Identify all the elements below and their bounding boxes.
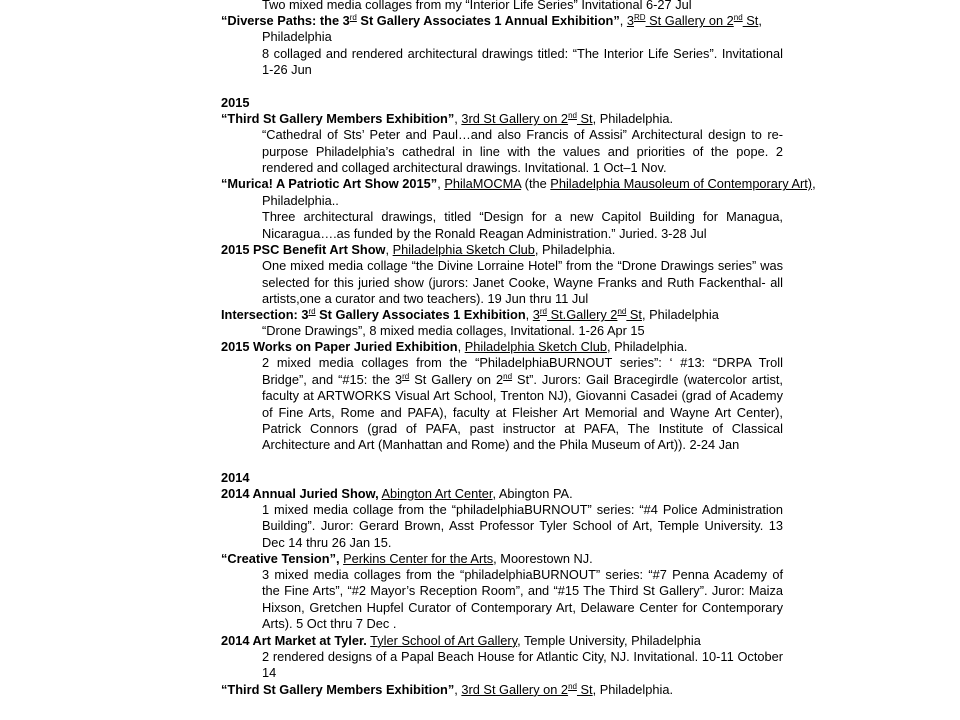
body-text: , (619, 13, 627, 28)
ordinal-suffix: rd (308, 307, 316, 317)
exhibition-title: 2015 PSC Benefit Art Show (221, 242, 386, 258)
body-text: St”. Jurors: Gail Bracegirdle (watercolor artist, faculty at ARTWORKS Visual Art School, Trenton NJ), Giovanni Casadei (grad of Academy of Fine Arts, Rome and PAFA), faculty at Fleisher Art Memorial and Wayne Art Center), Patrick Connors (grad of PAFA, past instructor at PAFA, The Institute of Classical Architecture and Art (Manhattan and Rome) and the Phila Museum of Art)). 2-24 Jan (262, 371, 783, 453)
body-text: St Gallery on 2 (409, 371, 504, 387)
exhibition-title: “Murica! A Patriotic Art Show 2015” (221, 176, 438, 192)
exhibition-title: St Gallery Associates 1 Annual Exhibition” (356, 13, 620, 28)
exhibition-title: “Diverse Paths: the 3 (221, 13, 350, 28)
body-text: , Philadelphia (642, 307, 719, 323)
body-text: , (454, 681, 462, 697)
exhibition-title: “Third St Gallery Members Exhibition” (221, 111, 455, 127)
venue-link[interactable]: 3 (532, 307, 540, 323)
ordinal-suffix: nd (568, 681, 577, 691)
exhibition-entry (221, 307, 824, 323)
exhibition-description (262, 502, 783, 551)
ordinal-suffix: rd (539, 307, 548, 317)
body-text: Two mixed media collages from my “Interior Life Series” Invitational 6-27 Jul (262, 0, 692, 12)
venue-link[interactable]: Tyler School of Art Gallery (370, 632, 518, 648)
exhibition-description (262, 355, 783, 453)
body-text: , Philadelphia. (534, 242, 616, 258)
body-text: “Drone Drawings”, 8 mixed media collages, Invitational. 1-26 Apr 15 (262, 323, 645, 339)
ordinal-suffix: nd (568, 111, 577, 121)
body-text: , Temple University, Philadelphia (517, 632, 701, 648)
venue-link[interactable]: 3 (626, 13, 634, 28)
ordinal-suffix: rd (349, 13, 357, 22)
exhibition-description (262, 127, 783, 176)
exhibition-description (262, 258, 783, 307)
venue-link[interactable]: St Gallery on 2 (645, 13, 734, 28)
exhibition-entry (221, 339, 824, 355)
exhibition-description (262, 0, 783, 13)
body-text: 2014 (221, 469, 250, 485)
body-text: , Philadelphia (262, 13, 762, 45)
body-text: 2 rendered designs of a Papal Beach House for Atlantic City, NJ. Invitational. 10-11 October 14 (262, 648, 783, 681)
body-text: One mixed media collage “the Divine Lorraine Hotel” from the “Drone Drawings series” was selected for this juried show (jurors: Janet Cooke, Wayne Franks and Ruth Fackenthal- all artists,one a curator and two teachers). 19 Jun thru 11 Jul (262, 258, 783, 307)
body-text: 3 mixed media collages from the “philadelphiaBURNOUT” series: “#7 Penna Academy of the Fine Arts”, “#2 Mayor’s Reception Room”, and “#15 The Third St Gallery”. Juror: Maiza Hixson, Gretchen Hupfel Curator of Contemporary Art, Delaware Center for Contemporary Arts). 5 Oct thru 7 Dec . (262, 566, 783, 632)
body-text: , (454, 111, 462, 127)
body-text: 1 mixed media collage from the “philadelphiaBURNOUT” series: “#4 Police Administration Building”. Juror: Gerard Brown, Asst Professor Tyler School of Art, Temple University. 13 Dec 14 thru 26 Jan 15. (262, 501, 783, 550)
body-text: 2 mixed media collages from the “PhiladelphiaBURNOUT series”: ‘ #13: “DRPA Troll Bridge”, and “#15: the 3 (262, 355, 783, 387)
exhibition-entry (221, 176, 824, 209)
exhibition-title: “Third St Gallery Members Exhibition” (221, 681, 455, 697)
exhibition-description (262, 46, 783, 79)
venue-link[interactable]: PhilaMOCMA (444, 176, 522, 192)
venue-link[interactable]: Abington Art Center (381, 485, 493, 501)
year-heading (221, 95, 783, 111)
exhibition-description (262, 649, 783, 682)
body-text: , Philadelphia. (592, 111, 674, 127)
exhibition-title: 2014 Annual Juried Show, (221, 485, 379, 501)
venue-link[interactable]: St (576, 111, 593, 127)
body-text: , Philadelphia.. (262, 176, 816, 208)
body-text: Three architectural drawings, titled “Design for a new Capitol Building for Managua, Nicaragua….as funded by the Ronald Reagan Administration.” Juried. 3-28 Jul (262, 209, 783, 241)
body-text: (the (521, 176, 551, 192)
ordinal-suffix: RD (634, 13, 646, 22)
exhibition-entry (221, 633, 824, 649)
exhibition-title: Intersection: 3 (221, 307, 309, 323)
body-text: , Philadelphia. (606, 339, 688, 355)
year-heading (221, 470, 783, 486)
body-text: , Abington PA. (492, 485, 573, 501)
exhibition-description (262, 209, 783, 242)
venue-link[interactable]: St (626, 307, 642, 323)
venue-link[interactable]: 3rd St Gallery on 2 (461, 111, 569, 127)
exhibition-entry (221, 111, 824, 127)
body-text: 8 collaged and rendered architectural drawings titled: “The Interior Life Series”. Invitational 1-26 Jun (262, 46, 783, 78)
body-text: , (525, 307, 533, 323)
exhibition-entry (221, 551, 824, 567)
body-text: , (457, 339, 465, 355)
venue-link[interactable]: St (576, 681, 593, 697)
ordinal-suffix: nd (503, 371, 513, 381)
venue-link[interactable]: Philadelphia Sketch Club (392, 242, 535, 258)
exhibition-description (262, 323, 783, 339)
body-text: , (437, 176, 445, 192)
exhibition-entry (221, 13, 824, 46)
body-text: , (385, 242, 393, 258)
body-text: , Philadelphia. (592, 681, 674, 697)
exhibition-title: 2015 Works on Paper Juried Exhibition (221, 339, 458, 355)
venue-link[interactable]: Philadelphia Sketch Club (464, 339, 607, 355)
exhibition-entry (221, 682, 824, 698)
body-text: “Cathedral of Sts’ Peter and Paul…and also Francis of Assisi” Architectural design to re-purpose Philadelphia’s cathedral in line with the values and priorities of the pope. 2 rendered and collaged architectural drawings. Invitational. 1 Oct–1 Nov. (262, 127, 783, 176)
body-text: 2015 (221, 95, 250, 111)
exhibition-entry (221, 486, 824, 502)
exhibition-title: 2014 Art Market at Tyler. (221, 632, 367, 648)
ordinal-suffix: nd (617, 307, 627, 317)
ordinal-suffix: nd (733, 13, 743, 22)
exhibition-description (262, 567, 783, 633)
body-text: , Moorestown NJ. (493, 550, 593, 566)
venue-link[interactable]: St.Gallery 2 (547, 307, 618, 323)
exhibition-title: “Creative Tension”, (221, 550, 340, 566)
venue-link[interactable]: Perkins Center for the Arts (343, 550, 494, 566)
venue-link[interactable]: Philadelphia Mausoleum of Contemporary Art) (550, 176, 813, 192)
exhibition-entry (221, 242, 824, 258)
exhibition-title: St Gallery Associates 1 Exhibition (315, 307, 526, 323)
venue-link[interactable]: St (742, 13, 759, 28)
ordinal-suffix: rd (402, 371, 410, 381)
venue-link[interactable]: 3rd St Gallery on 2 (461, 681, 569, 697)
